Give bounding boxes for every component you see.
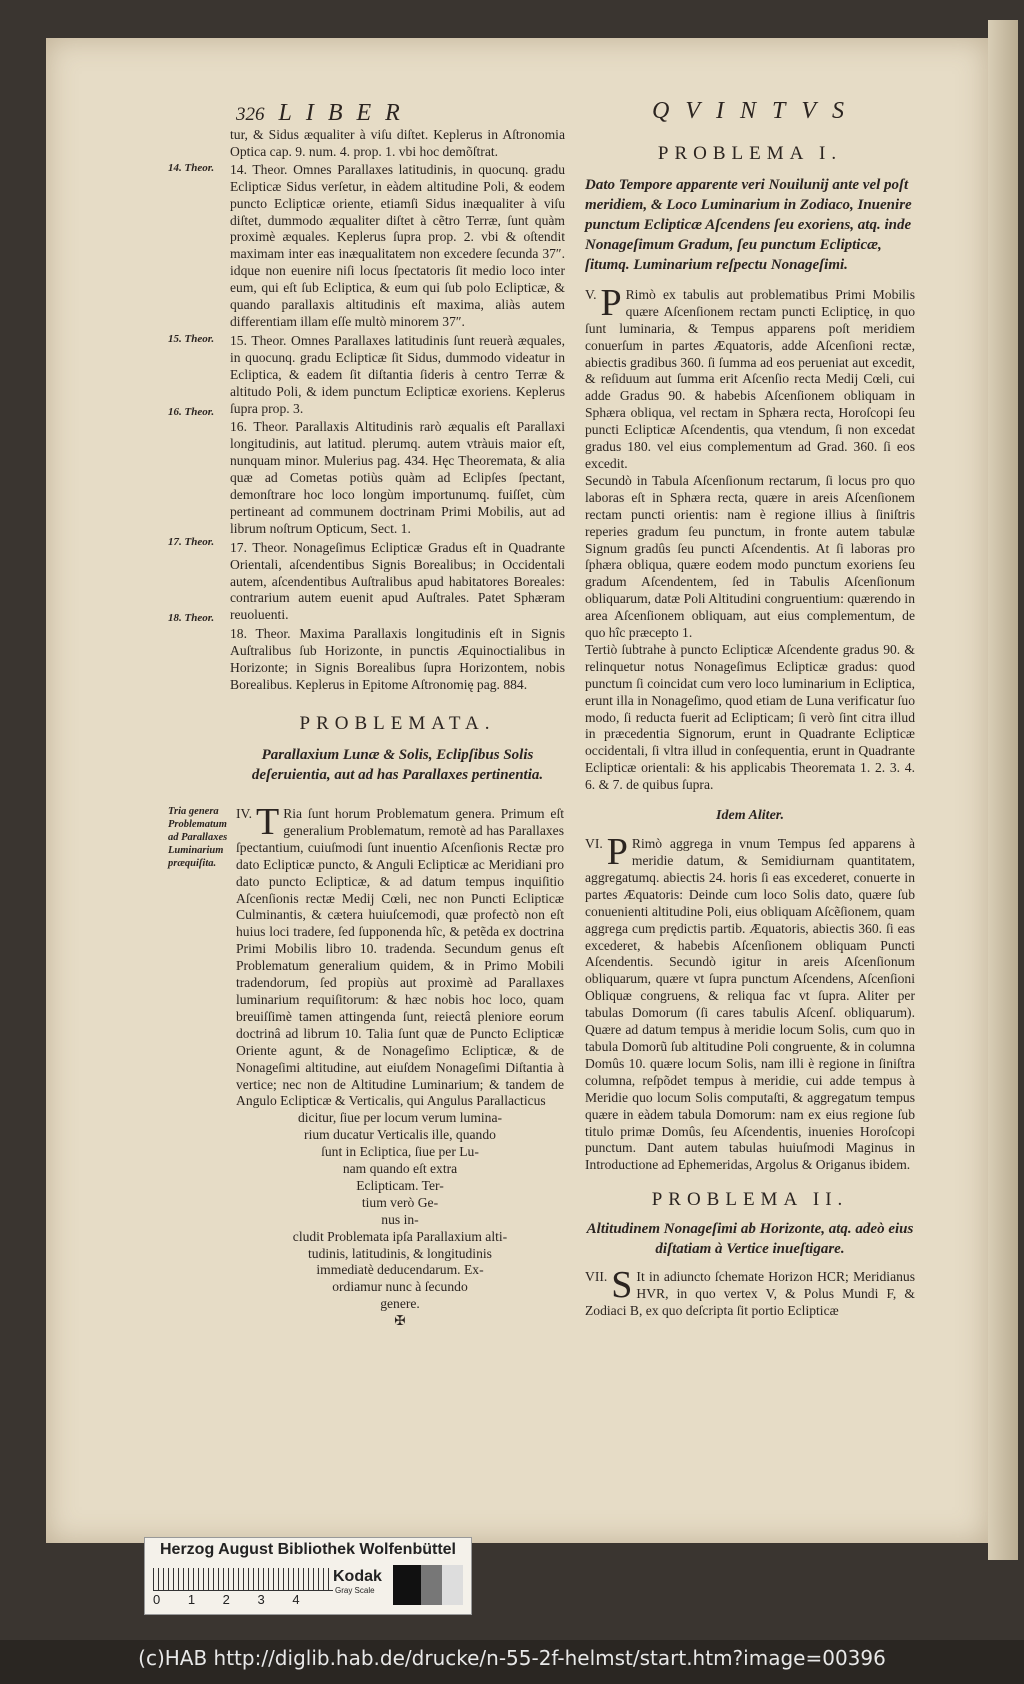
running-head-left: [236, 100, 414, 127]
left-column: [230, 127, 565, 785]
end-mark: ✠: [394, 1313, 406, 1329]
kodak-logo: Kodak: [333, 1568, 382, 1585]
section-v-text: Rimò ex tabulis aut problematibus Primi Mobilis quære Aſcenſionem rectam puncti Eclipticę, in quo ſunt luminaria, & Tempus apparens poſt meridiem conuerſum in partes Æquatoris, adde Aſcenſioni rectæ, abiectis gradibus 360. ſi ſumma ad eos perueniat aut excedit, & reſiduum aut ſumma erit Aſcenſio recta Medij Cœli, cui adde Gradus 90. & habebis Aſcenſionem obliquam in Sphæra obliqua, vel rectam in Sphæra recta, Horoſcopi ſeu puncti Eclipticæ Aſcendentis, qua vtendum, ſi non excedat gradus 180. vel eius complementum ad Grad. 360. ſi eos excedit.: [585, 286, 915, 471]
tail-line: ordiamur nunc à ſecundo: [332, 1279, 468, 1295]
section-iv-number: IV.: [236, 806, 252, 821]
problemata-subtitle: Parallaxium Lunæ & Solis, Eclipſibus Solis deſeruientia, aut ad has Parallaxes pertinentia.: [251, 746, 544, 783]
library-name: Herzog August Bibliothek Wolfenbüttel: [160, 1541, 456, 1558]
tail-line: rium ducatur Verticalis ille, quando: [304, 1127, 496, 1143]
gray-scale-swatch: [393, 1565, 463, 1605]
page-edge: [988, 20, 1018, 1560]
problem-1-title: PROBLEMA I.: [657, 143, 843, 164]
margin-theor-16: 16. Theor.: [168, 406, 215, 418]
tail-line: nus in-: [381, 1211, 419, 1227]
problem-2-title: PROBLEMA II.: [651, 1189, 849, 1211]
section-vi-text: Rimò aggrega in vnum Tempus ſed apparens à meridie datum, & Semidiurnam quantitatem, aggregatumq. abiectis 24. horis ſi eas excederet, conuerte in partes Æquatoris: Deinde cum loco Solis dato, quære ſub conuenienti altitudine Poli, eius obliquam Aſcẽſionem, quam aggrega cum prędictis partib. Æquatoris, abiectis 360. ſi eas excederet, & habebis Aſcenſionem obliquam Puncti Aſcendentis. Secundò igitur in areis Aſcenſionum obliquarum, quære vt ſupra punctum Aſcendens, Aſcenſioni Obliquæ congruens, & reliqua fac vt ſupra. Aliter per tabulas Domorum (ſi cares tabulis Aſcenſ. obliquarum). Quære ad datum tempus à meridie locum Solis, cum quo in tabula Domorũ ſub altitudine Poli congruente, & in columna Domûs 10. quære locum Solis, nam illi è regione in ſiniſtra columna, reſpõdet tempus à meridie, cui adde tempus à Meridie quo locum Solis computaſti, & aggregatum tempus quære in eàdem tabula Domorum: nam ex eius regione ſub titulo primæ Domûs, ſeu Aſcendentis, inuenies Horoſcopi punctum. Dant autem tabulas huiuſmodi Maginus in Introductione ad Ephemeridas, Argolus & Origanus ibidem.: [585, 836, 915, 1173]
tail-line: dicitur, ſiue per locum verum lumina-: [297, 1110, 503, 1126]
problem-2-subtitle: Altitudinem Nonageſimi ab Horizonte, atq. adeò eius diſtatiam à Vertice inueſtigare.: [586, 1221, 914, 1258]
margin-theor-18: 18. Theor.: [168, 612, 215, 624]
section-v-number: V.: [585, 286, 597, 302]
idem-aliter: Idem Aliter.: [716, 808, 784, 824]
section-vi-number: VI.: [585, 836, 603, 852]
theorem-17: 17. Theor. Nonageſimus Eclipticæ Gradus eſt in Quadrante Orientali, aſcendentibus Signis Borealibus; in Occidentali autem, aſcendentibus Auſtralibus apud habitatores Boreales: contrarium autem euenit apud Auſtrales. Patet Sphæram reuoluenti.: [230, 539, 565, 623]
tail-line: tudinis, latitudinis, & longitudinis: [308, 1245, 492, 1261]
theorem-18: 18. Theor. Maxima Parallaxis longitudinis eſt in Signis Auſtralibus ſub Horizonte, in punctis Æquinoctialibus in Horizonte; in Signis Borealibus ſupra Horizontem, nobis Borealibus. Keplerus in Epitome Aſtronomię pag. 884.: [230, 626, 565, 692]
tail-line: ſunt in Ecliptica, ſiue per Lu-: [321, 1144, 479, 1160]
section-vii-drop-cap: S: [611, 1264, 633, 1307]
section-iv-drop-cap: T: [256, 801, 280, 843]
problem-1-subtitle: Dato Tempore apparente veri Nouilunij ante vel poſt meridiem, & Loco Luminarium in Zodiaco, Inuenire punctum Eclipticæ Aſcendens ſeu exoriens, atq. inde Nonageſimum Gradum, ſeu punctum Eclipticæ, ſitumq. Luminarium reſpectu Nonageſimi.: [585, 176, 912, 273]
section-vii-number: VII.: [585, 1269, 608, 1285]
tail-line: tium verò Ge-: [361, 1194, 439, 1210]
section-v-drop-cap: P: [600, 281, 622, 324]
section-vi-drop-cap: P: [606, 831, 628, 874]
tail-line: genere.: [380, 1296, 420, 1312]
running-head-right: QVINTVS: [652, 98, 860, 124]
section-iv-tail: [236, 1110, 564, 1330]
tail-line: Eclipticam. Ter-: [356, 1177, 444, 1193]
theorem-14: 14. Theor. Omnes Parallaxes latitudinis, in quocunq. gradu Eclipticæ Sidus verſetur, in eàdem altitudine Poli, & eodem puncto Eclipticæ oriente, etiamſi Sidus inæqualiter à viſu diſtet, dummodo æqualiter diſtet à cẽtro Terræ, ſunt quàm proximè æquales. Keplerus ſupra prop. 2. vbi & oſtendit maximam inter eas inæqualitatem non excedere ſecunda 37″. idque non euenire niſi locus ſpectatoris ſit medio loco inter eum, qui eſt ſub Ecliptica, & eum qui ſub polo Eclipticæ, & quando parallaxis altitudinis eſt maxima, aliàs autem differentiam illam eſſe multò minorem 37″.: [230, 161, 565, 329]
theorem-16: 16. Theor. Parallaxis Altitudinis rarò æqualis eſt Parallaxi longitudinis, aut latitud. plerumq. autem vtràuis maior eſt, nunquam minor. Mulerius pag. 434. Hęc Theoremata, & alia quæ ad Cometas potiùs quàm ad Eclipſes ſpectant, demonſtrare hoc loco longùm importunumq. fuiſſet, cùm pertineant ad communem doctrinam Primi Mobilis, aut ad librum noſtrum Opticum, Sect. 1.: [230, 419, 565, 536]
footer-url: (c)HAB http://diglib.hab.de/drucke/n-55-2f-helmst/start.htm?image=00396: [138, 1646, 886, 1670]
left-intro: tur, & Sidus æqualiter à viſu diſtet. Keplerus in Aſtronomia Optica cap. 9. num. 4. prop. 1. vbi hoc demõſtrat.: [230, 127, 565, 159]
tail-line: nam quando eſt extra: [342, 1161, 458, 1177]
section-v-para-3: Tertiò ſubtrahe à puncto Eclipticæ Aſcendente gradus 90. & relinquetur notus Nonageſimus Eclipticæ gradus: quod punctum ſi coincidat cum vero loco luminarium in Ecliptica, erunt illa in Nonageſimo, quod etiam de Luna verificatur ſuo modo, ſi reducta fuerit ad Eclipticam; ſi verò ſint citra illud in præcedentia Signorum, erunt in Quadrante Eclipticæ occidentali, ſi vltra illud in conſequentia, erunt in Quadrante Eclipticæ orientali: & his applicabis Theoremata 1. 2. 3. 4. 6. & 7. de quibus ſupra.: [585, 641, 915, 793]
section-vii-text: It in adiuncto ſchemate Horizon HCR; Meridianus HVR, in quo vertex V, & Polus Mundi F, & Zodiaci B, ex quo deſcripta ſit portio Eclipticæ: [585, 1269, 915, 1318]
margin-note-tria: Tria genera Problematum ad Parallaxes Luminarium præquiſita.: [168, 806, 228, 869]
tail-line: immediatè deducendarum. Ex-: [316, 1262, 484, 1278]
margin-theor-15: 15. Theor.: [168, 333, 215, 345]
page-number: 326: [236, 104, 265, 125]
theorem-15: 15. Theor. Omnes Parallaxes latitudinis ſunt reuerà æquales, in quocunq. gradu Eclipticæ ſit Sidus, dummodo videatur in Ecliptica, & eadem ſit diſtantia ſideris à centro Terræ & altitudo Poli, & idem punctum Eclipticæ exoriens. Keplerus ſupra prop. 3.: [230, 332, 565, 416]
margin-theor-17: 17. Theor.: [168, 536, 215, 548]
tail-line: cludit Problemata ipſa Parallaxium alti-: [292, 1228, 508, 1244]
left-title: LIBER: [278, 100, 414, 126]
section-iv-text: Ria ſunt horum Problematum genera. Primum eſt generalium Problematum, remotè ad has Parallaxes ſpectantium, cuiuſmodi ſunt inuentio Aſcenſionis Rectæ pro dato Eclipticæ puncto, & Anguli Eclipticæ ac Meridiani pro dato puncto Eclipticæ, & ad datum tempus inquiſitio Aſcenſionis rectæ Medij Cœli, nec non Puncti Eclipticæ Culminantis, & cætera huiuſcemodi, quæ profectò non eſt huius loci tradere, ſed ſupponenda hîc, & petẽda ex doctrina Primi Mobilis libro 10. tradenda. Secundum genus eſt Problematum generalium quidem, & in Primo Mobili tradendorum, ſed propiùs aut proximè ad Parallaxes luminarium requiſitorum: & hæc nobis hoc loco, quam breuiſſimè tamen attingenda ſunt, reiectâ pleniore eorum doctrinâ ad librum 10. Talia ſunt quæ de Puncto Eclipticæ Oriente agunt, & de Nonageſimo Eclipticæ, & de Nonageſimi altitudine, aut eiuſdem Nonageſimi Diſtantia à vertice; nec non de Altitudine Luminarium; & tandem de Angulo Eclipticæ & Verticalis, qui Angulus Parallacticus: [236, 806, 564, 1109]
section-v-para-2: Secundò in Tabula Aſcenſionum rectarum, ſi locus pro quo laboras eſt in Sphæra recta, quære in areis Aſcenſionem rectam puncti orientis: nam è regione illius à ſiniſtris reperies gradum ſeu punctum, in fronte autem tabulæ Signum gradûs ſeu puncti Aſcendentis. At ſi laboras pro ſphæra obliqua, quære eodem modo punctum exoriens ſeu gradum Aſcendentem, ſed in Tabulis Aſcenſionum obliquarum, datæ Poli Altitudini congruentium: quærendo in area Aſcenſionem obliquam, aut eius complementum, de quo hîc præcepto 1.: [585, 472, 915, 641]
margin-theor-14: 14. Theor.: [168, 162, 215, 174]
scan-target-card: [144, 1537, 472, 1615]
section-iv: [236, 801, 564, 1330]
right-column: [585, 143, 915, 1320]
gray-scale-label: Gray Scale: [335, 1586, 375, 1595]
scale-ruler: [153, 1568, 333, 1591]
scale-numbers: 0 1 2 3 4: [153, 1592, 300, 1607]
problemata-title: PROBLEMATA.: [299, 712, 496, 734]
